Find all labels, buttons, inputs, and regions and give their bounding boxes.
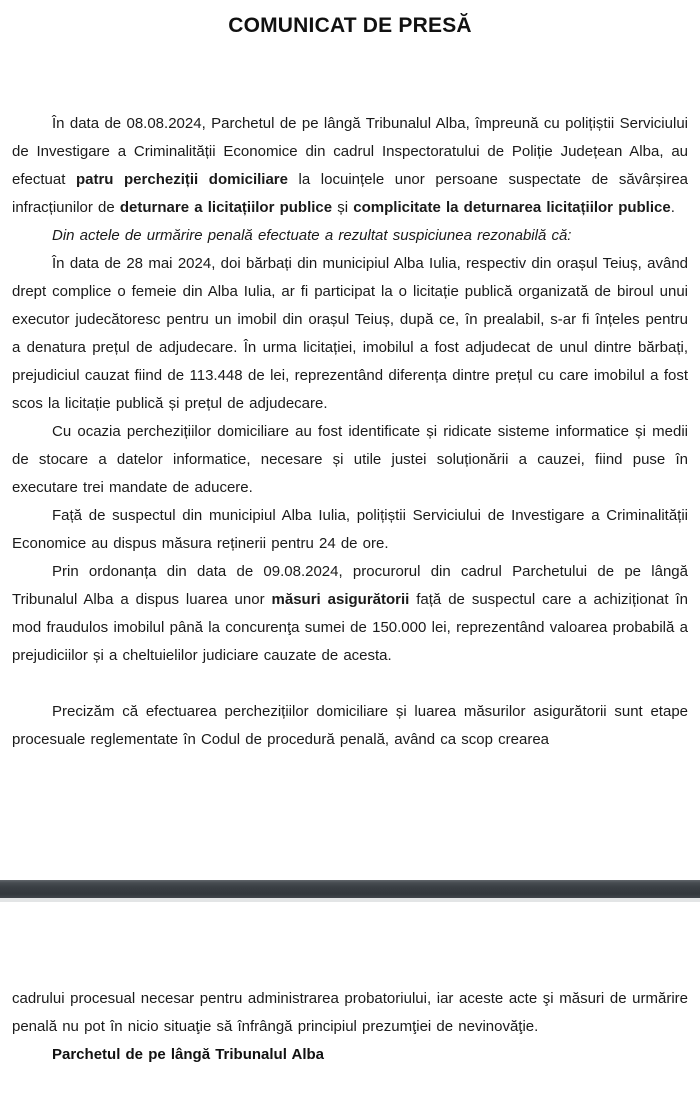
paragraph [12, 418, 688, 502]
document-title: COMUNICAT DE PRESĂ [228, 14, 472, 37]
page2-paragraphs [12, 985, 688, 1041]
text-run: cadrului procesual necesar pentru administrarea probatoriului, iar aceste acte şi măsuri de urmărire penală nu pot în nicio situaţie să înfrângă principiul prezumţiei de nevinovăţie. [12, 990, 688, 1035]
text-run: măsuri asigurătorii [271, 591, 410, 608]
paragraph [12, 502, 688, 558]
text-run: În data de 28 mai 2024, doi bărbați din municipiul Alba Iulia, respectiv din orașul Teiuș, având drept complice o femeie din Alba Iulia, ar fi participat la o licitație publică organizată de biroul unui executor judecătoresc pentru un imobil din orașul Teiuș, după ce, în prealabil, s-ar fi înțeles pentru a denatura prețul de adjudecare. În urma licitației, imobilul a fost adjudecat de unul dintre bărbați, prejudiciul cauzat fiind de 113.448 de lei, reprezentând diferența dintre prețul cu care imobilul a fost scos la licitație publică și prețul de adjudecare. [12, 255, 688, 412]
page2-body [12, 985, 688, 1069]
text-run: față de suspectul care a achiziționat în mod fraudulos imobilul până la concurenţa sumei de 150.000 lei, reprezentând valoarea probabilă a prejudiciilor și a cheltuielilor judiciare cauzate de acesta. [12, 591, 688, 664]
text-run: Cu ocazia perchezițiilor domiciliare au fost identificate și ridicate sisteme informatice și medii de stocare a datelor informatice, necesare și utile justei soluționării a cauzei, fiind puse în executare trei mandate de aducere. [12, 423, 688, 496]
signature-line: Parchetul de pe lângă Tribunalul Alba [52, 1046, 324, 1063]
paragraph [12, 222, 688, 250]
text-run: Din actele de urmărire penală efectuate a rezultat suspiciunea rezonabilă că: [52, 227, 572, 244]
page1-body [0, 110, 700, 754]
text-run: Prin ordonanța din data de 09.08.2024, procurorul din cadrul Parchetului de pe lângă Tribunalul Alba a dispus luarea unor [12, 563, 688, 608]
text-run: Precizăm că efectuarea perchezițiilor domiciliare și luarea măsurilor asigurătorii sunt etape procesuale reglementate în Codul de procedură penală, având ca scop crearea [12, 703, 688, 748]
text-run: . [670, 199, 675, 216]
paragraph [12, 250, 688, 418]
text-run: la locuințele unor persoane suspectate de săvârșirea infracțiunilor de [12, 171, 689, 216]
text-run: deturnare a licitațiilor publice [119, 199, 333, 216]
text-run: Față de suspectul din municipiul Alba Iulia, polițiștii Serviciului de Investigare a Criminalității Economice au dispus măsura reținerii pentru 24 de ore. [12, 507, 688, 552]
paragraph [12, 698, 688, 754]
paragraph [12, 985, 688, 1041]
text-run: patru percheziții domiciliare [75, 171, 288, 188]
paragraph [12, 110, 688, 222]
paragraph [12, 558, 688, 670]
text-run: și [332, 199, 354, 216]
text-run: complicitate la deturnarea licitațiilor publice [353, 199, 671, 216]
text-run: În data de 08.08.2024, Parchetul de pe lângă Tribunalul Alba, împreună cu polițiștii Serviciului de Investigare a Criminalității Economice din cadrul Inspectoratului de Poliție Județean Alba, au efectuat [12, 115, 688, 188]
page-break-divider [0, 880, 700, 898]
